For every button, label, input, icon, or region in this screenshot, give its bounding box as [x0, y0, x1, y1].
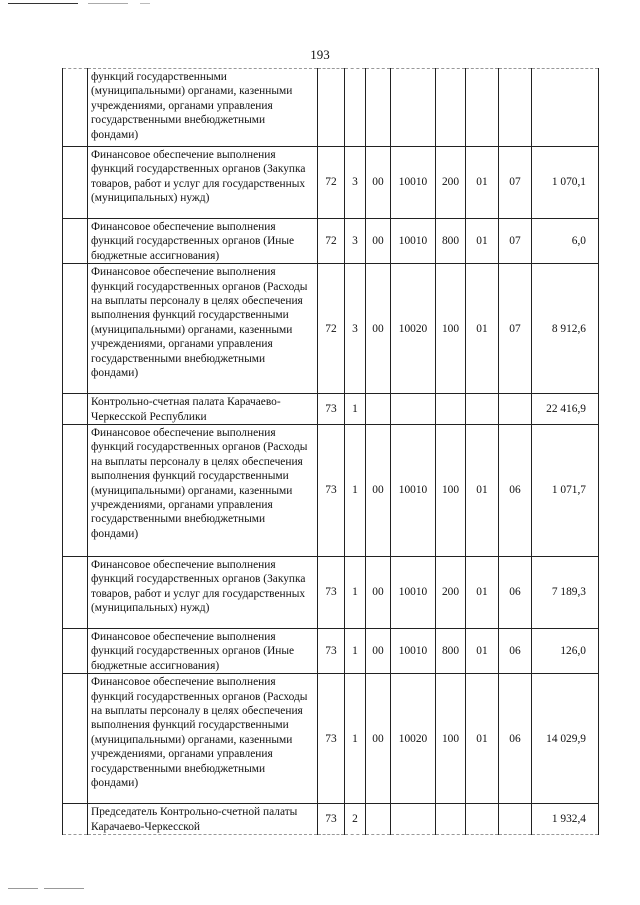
number-cell	[63, 219, 88, 264]
page-number: 193	[310, 47, 330, 62]
subprogram-code-cell: 3	[345, 264, 366, 394]
amount-cell: 8 912,6	[532, 264, 599, 394]
ministry-code-cell: 72	[318, 219, 345, 264]
subsection-cell	[499, 69, 532, 147]
direction-code-cell: 10010	[391, 147, 436, 219]
section-cell: 01	[466, 674, 499, 804]
expense-type-cell: 800	[436, 629, 466, 674]
ministry-code-cell: 73	[318, 425, 345, 557]
expense-type-cell	[436, 394, 466, 425]
subsection-cell: 06	[499, 425, 532, 557]
number-cell	[63, 557, 88, 629]
ministry-code-cell: 73	[318, 629, 345, 674]
subsection-cell: 06	[499, 629, 532, 674]
section-cell	[466, 804, 499, 835]
expense-type-cell	[436, 804, 466, 835]
number-cell	[63, 629, 88, 674]
section-cell: 01	[466, 557, 499, 629]
amount-cell: 1 071,7	[532, 425, 599, 557]
amount-cell: 14 029,9	[532, 674, 599, 804]
name-cell: Финансовое обеспечение выполнения функций государственных органов (Иные бюджетные ассигнования)	[88, 629, 318, 674]
name-cell: Финансовое обеспечение выполнения функций государственных органов (Расходы на выплаты персоналу в целях обеспечения выполнения функций государственными (муниципальными) органами, казенными учреждениями, органами управления государственными внебюджетными фондами)	[88, 674, 318, 804]
section-cell: 01	[466, 629, 499, 674]
scan-edge-mark	[140, 3, 150, 4]
group-code-cell: 00	[366, 425, 391, 557]
name-cell: Контрольно-счетная палата Карачаево-Черкесской Республики	[88, 394, 318, 425]
scan-edge-mark	[88, 3, 128, 4]
subprogram-code-cell	[345, 69, 366, 147]
number-cell	[63, 69, 88, 147]
number-cell	[63, 804, 88, 835]
number-cell	[63, 264, 88, 394]
subsection-cell	[499, 804, 532, 835]
amount-cell	[532, 69, 599, 147]
amount-cell: 6,0	[532, 219, 599, 264]
direction-code-cell: 10010	[391, 629, 436, 674]
group-code-cell: 00	[366, 629, 391, 674]
direction-code-cell	[391, 69, 436, 147]
expense-type-cell	[436, 69, 466, 147]
ministry-code-cell: 73	[318, 674, 345, 804]
direction-code-cell: 10020	[391, 674, 436, 804]
group-code-cell: 00	[366, 219, 391, 264]
amount-cell: 22 416,9	[532, 394, 599, 425]
expense-type-cell: 200	[436, 147, 466, 219]
direction-code-cell	[391, 804, 436, 835]
direction-code-cell: 10010	[391, 557, 436, 629]
direction-code-cell: 10020	[391, 264, 436, 394]
group-code-cell	[366, 69, 391, 147]
scan-edge-mark	[44, 888, 84, 889]
amount-cell: 7 189,3	[532, 557, 599, 629]
subsection-cell: 07	[499, 219, 532, 264]
section-cell: 01	[466, 425, 499, 557]
subsection-cell	[499, 394, 532, 425]
scan-edge-mark	[8, 888, 38, 889]
subprogram-code-cell: 2	[345, 804, 366, 835]
name-cell: Председатель Контрольно-счетной палаты Карачаево-Черкесской	[88, 804, 318, 835]
amount-cell: 1 070,1	[532, 147, 599, 219]
name-cell: Финансовое обеспечение выполнения функций государственных органов (Иные бюджетные ассигнования)	[88, 219, 318, 264]
name-cell: функций государственными (муниципальными) органами, казенными учреждениями, органами управления государственными внебюджетными фондами)	[88, 69, 318, 147]
expense-type-cell: 100	[436, 264, 466, 394]
name-cell: Финансовое обеспечение выполнения функций государственных органов (Расходы на выплаты персоналу в целях обеспечения выполнения функций государственными (муниципальными) органами, казенными учреждениями, органами управления государственными внебюджетными фондами)	[88, 264, 318, 394]
table-row	[63, 394, 599, 425]
amount-cell: 126,0	[532, 629, 599, 674]
direction-code-cell: 10010	[391, 425, 436, 557]
amount-cell: 1 932,4	[532, 804, 599, 835]
table-row	[63, 557, 599, 629]
expense-type-cell: 100	[436, 425, 466, 557]
group-code-cell: 00	[366, 147, 391, 219]
subprogram-code-cell: 1	[345, 394, 366, 425]
scan-edge-mark	[8, 3, 78, 4]
name-cell: Финансовое обеспечение выполнения функций государственных органов (Расходы на выплаты персоналу в целях обеспечения выполнения функций государственными (муниципальными) органами, казенными учреждениями, органами управления государственными внебюджетными фондами)	[88, 425, 318, 557]
subprogram-code-cell: 1	[345, 425, 366, 557]
section-cell: 01	[466, 219, 499, 264]
subsection-cell: 07	[499, 264, 532, 394]
section-cell: 01	[466, 264, 499, 394]
table-body	[63, 69, 599, 835]
ministry-code-cell: 73	[318, 804, 345, 835]
section-cell	[466, 394, 499, 425]
number-cell	[63, 147, 88, 219]
number-cell	[63, 674, 88, 804]
subprogram-code-cell: 3	[345, 219, 366, 264]
number-cell	[63, 394, 88, 425]
ministry-code-cell: 72	[318, 264, 345, 394]
table-row	[63, 425, 599, 557]
subprogram-code-cell: 3	[345, 147, 366, 219]
table-row	[63, 264, 599, 394]
subsection-cell: 06	[499, 674, 532, 804]
subprogram-code-cell: 1	[345, 674, 366, 804]
name-cell: Финансовое обеспечение выполнения функций государственных органов (Закупка товаров, работ и услуг для государственных (муниципальных) нужд)	[88, 147, 318, 219]
table-row	[63, 219, 599, 264]
group-code-cell: 00	[366, 674, 391, 804]
group-code-cell	[366, 804, 391, 835]
group-code-cell	[366, 394, 391, 425]
name-cell: Финансовое обеспечение выполнения функций государственных органов (Закупка товаров, работ и услуг для государственных (муниципальных) нужд)	[88, 557, 318, 629]
ministry-code-cell: 72	[318, 147, 345, 219]
expense-type-cell: 200	[436, 557, 466, 629]
ministry-code-cell: 73	[318, 394, 345, 425]
table-row	[63, 629, 599, 674]
ministry-code-cell: 73	[318, 557, 345, 629]
subsection-cell: 07	[499, 147, 532, 219]
subprogram-code-cell: 1	[345, 629, 366, 674]
group-code-cell: 00	[366, 557, 391, 629]
section-cell	[466, 69, 499, 147]
table-row	[63, 69, 599, 147]
subprogram-code-cell: 1	[345, 557, 366, 629]
expense-type-cell: 100	[436, 674, 466, 804]
budget-table	[62, 68, 599, 835]
expense-type-cell: 800	[436, 219, 466, 264]
number-cell	[63, 425, 88, 557]
table-row	[63, 674, 599, 804]
subsection-cell: 06	[499, 557, 532, 629]
ministry-code-cell	[318, 69, 345, 147]
table-row	[63, 804, 599, 835]
direction-code-cell: 10010	[391, 219, 436, 264]
group-code-cell: 00	[366, 264, 391, 394]
section-cell: 01	[466, 147, 499, 219]
direction-code-cell	[391, 394, 436, 425]
table-row	[63, 147, 599, 219]
